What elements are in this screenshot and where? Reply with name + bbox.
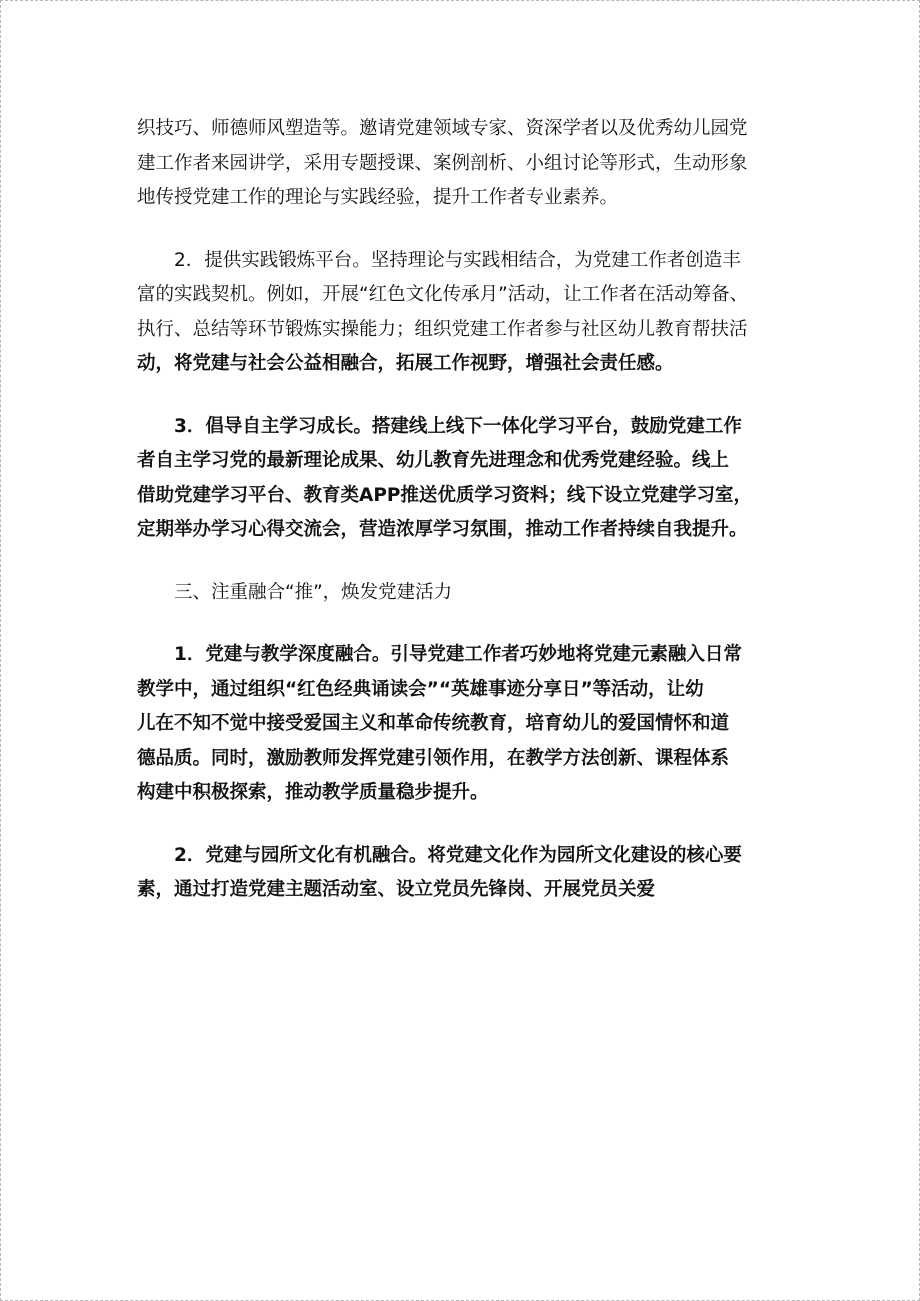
text-line: 织技巧、师德师风塑造等。邀请党建领域专家、资深学者以及优秀幼儿园党 [137,118,748,139]
text-line: 德品质。同时，激励教师发挥党建引领作用，在教学方法创新、课程体系 [137,747,730,769]
text-line: 借助党建学习平台、教育类APP推送优质学习资料；线下设立党建学习室， [137,484,752,506]
paragraph-self-learning [137,410,797,548]
paragraph-practice-platform [137,244,797,382]
text-line: 2．党建与园所文化有机融合。将党建文化作为园所文化建设的核心要 [174,844,742,866]
text-line: 儿在不知不觉中接受爱国主义和革命传统教育，培育幼儿的爱国情怀和道 [137,713,730,734]
text-line: 教学中，通过组织“红色经典诵读会”“英雄事迹分享日”等活动，让幼 [137,678,704,700]
text-line: 动，将党建与社会公益相融合，拓展工作视野，增强社会责任感。 [137,353,674,374]
text-line: 素，通过打造党建主题活动室、设立党员先锋岗、开展党员关爱 [137,879,656,900]
text-line: 定期举办学习心得交流会，营造浓厚学习氛围，推动工作者持续自我提升。 [137,519,748,540]
paragraph-culture-integration [137,839,797,908]
text-line: 建工作者来园讲学，采用专题授课、案例剖析、小组讨论等形式，生动形象 [137,152,748,174]
text-line: 2．提供实践锻炼平台。坚持理论与实践相结合，为党建工作者创造丰 [174,249,741,271]
text-line: 执行、总结等环节锻炼实操能力；组织党建工作者参与社区幼儿教育帮扶活 [137,318,748,340]
text-line: 构建中积极探索，推动教学质量稳步提升。 [137,782,489,803]
document-body [137,112,797,936]
text-line: 者自主学习党的最新理论成果、幼儿教育先进理念和优秀党建经验。线上 [137,450,730,471]
text-line: 地传授党建工作的理论与实践经验，提升工作者专业素养。 [137,187,619,208]
text-line: 富的实践契机。例如，开展“红色文化传承月”活动，让工作者在活动筹备、 [137,284,749,305]
paragraph-continuation [137,112,797,216]
section-heading: 三、注重融合“推”，焕发党建活力 [174,581,453,603]
text-line: 3．倡导自主学习成长。搭建线上线下一体化学习平台，鼓励党建工作 [174,415,742,437]
paragraph-teaching-integration [137,638,797,811]
text-line: 1．党建与教学深度融合。引导党建工作者巧妙地将党建元素融入日常 [174,644,742,665]
